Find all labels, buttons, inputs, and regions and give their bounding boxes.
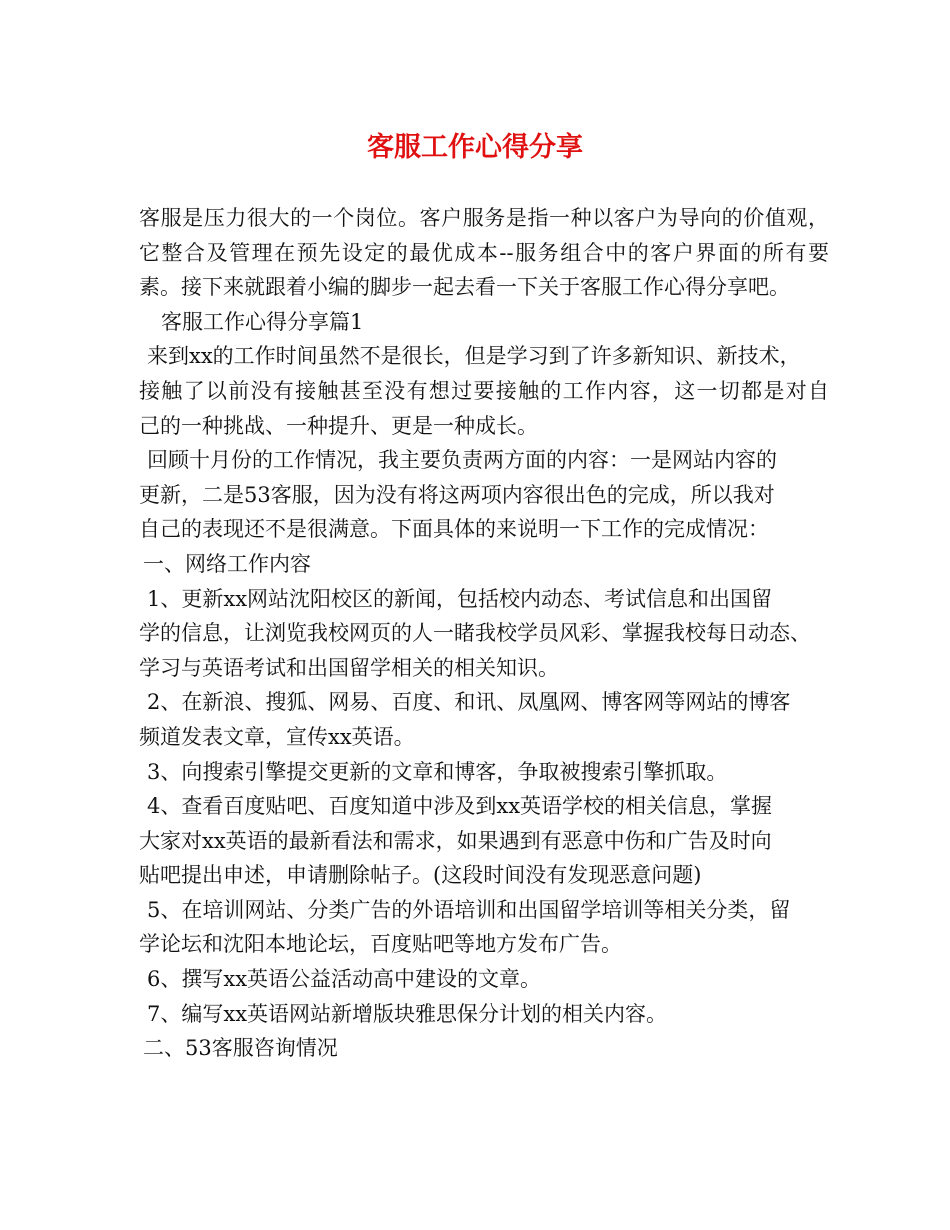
text-line: 素。接下来就跟着小编的脚步一起去看一下关于客服工作心得分享吧。 — [139, 275, 790, 300]
text-line: 自己的表现还不是很满意。下面具体的来说明一下工作的完成情况： — [139, 517, 769, 542]
document-body — [139, 201, 829, 1066]
text-line: 学习与英语考试和出国留学相关的相关知识。 — [139, 655, 559, 680]
list-item: 5、在培训网站、分类广告的外语培训和出国留学培训等相关分类，留 — [147, 897, 791, 922]
text-line: 来到xx的工作时间虽然不是很长，但是学习到了许多新知识、新技术， — [147, 344, 801, 369]
text-line: 频道发表文章，宣传xx英语。 — [139, 724, 415, 749]
list-item: 2、在新浪、搜狐、网易、百度、和讯、凤凰网、博客网等网站的博客 — [147, 690, 791, 715]
text-line: 客服是压力很大的一个岗位。客户服务是指一种以客户为导向的价值观， — [139, 206, 829, 230]
list-item: 4、查看百度贴吧、百度知道中涉及到xx英语学校的相关信息，掌握 — [147, 794, 773, 819]
text-line: 贴吧提出申述，申请删除帖子。(这段时间没有发现恶意问题) — [139, 863, 702, 888]
list-item: 6、撰写xx英语公益活动高中建设的文章。 — [147, 967, 542, 992]
document-title: 客服工作心得分享 — [367, 132, 583, 163]
text-line: 它整合及管理在预先设定的最优成本--服务组合中的客户界面的所有要 — [139, 240, 829, 265]
list-item: 3、向搜索引擎提交更新的文章和博客，争取被搜索引擎抓取。 — [147, 759, 728, 784]
section-heading: 客服工作心得分享篇1 — [161, 309, 364, 334]
list-item: 1、更新xx网站沈阳校区的新闻，包括校内动态、考试信息和出国留 — [147, 586, 773, 611]
list-item: 7、编写xx英语网站新增版块雅思保分计划的相关内容。 — [147, 1001, 668, 1026]
text-line: 学的信息，让浏览我校网页的人一睹我校学员风彩、掌握我校每日动态、 — [139, 621, 811, 646]
text-line: 更新，二是53客服，因为没有将这两项内容很出色的完成，所以我对 — [139, 482, 775, 507]
section-heading: 一、网络工作内容 — [143, 551, 311, 576]
text-line: 回顾十月份的工作情况，我主要负责两方面的内容：一是网站内容的 — [147, 448, 777, 473]
text-line: 接触了以前没有接触甚至没有想过要接触的工作内容，这一切都是对自 — [139, 378, 829, 403]
text-line: 己的一种挑战、一种提升、更是一种成长。 — [139, 413, 538, 438]
text-line: 大家对xx英语的最新看法和需求，如果遇到有恶意中伤和广告及时向 — [139, 828, 772, 853]
text-line: 学论坛和沈阳本地论坛，百度贴吧等地方发布广告。 — [139, 932, 622, 957]
section-heading: 二、53客服咨询情况 — [143, 1036, 338, 1061]
